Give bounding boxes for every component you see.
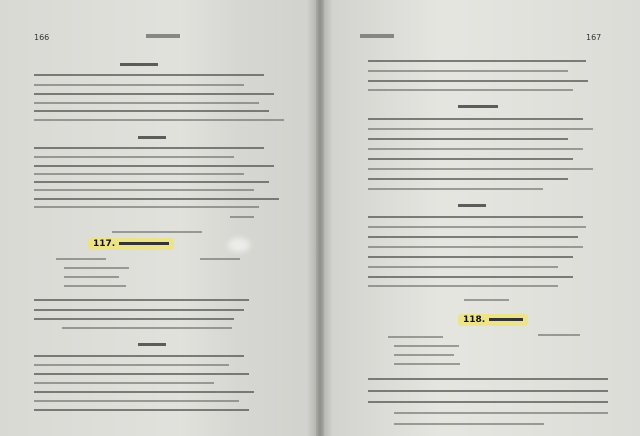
notation-line [34, 165, 274, 167]
notation-line [368, 256, 573, 258]
song-name [119, 242, 169, 245]
notation-line [368, 216, 583, 218]
charanam-lyric-line [62, 327, 232, 329]
charanam-lyric-line [34, 318, 234, 320]
notation-line [368, 285, 558, 287]
book-gutter [316, 0, 324, 436]
paper-stain [228, 238, 250, 252]
notation-line [368, 138, 568, 140]
tala-label [538, 334, 580, 336]
raga-label [388, 336, 443, 338]
notation-line [34, 156, 234, 158]
notation-line [368, 118, 583, 120]
notation-line [368, 158, 573, 160]
notation-line [368, 226, 586, 228]
page-number: 167 [586, 33, 602, 42]
song-number: 117. [93, 239, 116, 249]
raga-detail-line [64, 267, 129, 269]
notation-line [34, 119, 284, 121]
notation-line [368, 70, 568, 72]
charanam-lyric-line [394, 423, 544, 425]
raga-detail-line [64, 276, 119, 278]
notation-line [368, 246, 583, 248]
notation-line [34, 409, 249, 411]
anupallavi-lyric-line [34, 309, 244, 311]
raga-detail-line [64, 285, 126, 287]
notation-line [34, 84, 244, 86]
song-title [458, 314, 528, 326]
left-page [0, 0, 316, 436]
right-page [324, 0, 640, 436]
notation-line [368, 148, 583, 150]
notation-line [368, 178, 568, 180]
raga-caption [464, 299, 509, 301]
section-heading [458, 105, 498, 108]
raga-detail-line [394, 354, 454, 356]
notation-line [368, 60, 586, 62]
running-header [146, 34, 180, 38]
song-number: 118. [463, 315, 486, 325]
charanam-lyric-line [394, 412, 608, 414]
tala-label [200, 258, 240, 260]
notation-line [34, 400, 239, 402]
notation-line [34, 110, 269, 112]
notation-line [368, 80, 588, 82]
notation-line [34, 181, 269, 183]
running-header [360, 34, 394, 38]
notation-line [368, 266, 558, 268]
pallavi-lyric-line [34, 299, 249, 301]
notation-line [368, 128, 593, 130]
charanam-lyric-line [368, 401, 608, 403]
notation-line [34, 173, 244, 175]
notation-line [34, 147, 264, 149]
notation-line [34, 74, 264, 76]
song-name [489, 318, 523, 321]
notation-line [34, 382, 214, 384]
notation-line [34, 373, 249, 375]
notation-line [34, 206, 259, 208]
page-number: 166 [34, 33, 50, 42]
section-heading [120, 63, 158, 66]
notation-line [368, 89, 573, 91]
raga-detail-line [394, 363, 460, 365]
notation-line [34, 364, 229, 366]
pallavi-lyric-line [368, 378, 608, 380]
raga-detail-line [394, 345, 459, 347]
notation-line [368, 168, 593, 170]
notation-line [230, 216, 254, 218]
section-heading [138, 136, 166, 139]
notation-line [34, 355, 244, 357]
notation-line [368, 188, 543, 190]
raga-label [56, 258, 106, 260]
notation-line [34, 189, 254, 191]
notation-line [368, 276, 573, 278]
section-heading [138, 343, 166, 346]
notation-line [34, 93, 274, 95]
notation-line [34, 391, 254, 393]
anupallavi-lyric-line [368, 390, 608, 392]
section-heading [458, 204, 486, 207]
notation-line [34, 102, 259, 104]
notation-line [34, 198, 279, 200]
notation-line [368, 236, 578, 238]
song-title [88, 238, 174, 250]
raga-caption [112, 231, 202, 233]
